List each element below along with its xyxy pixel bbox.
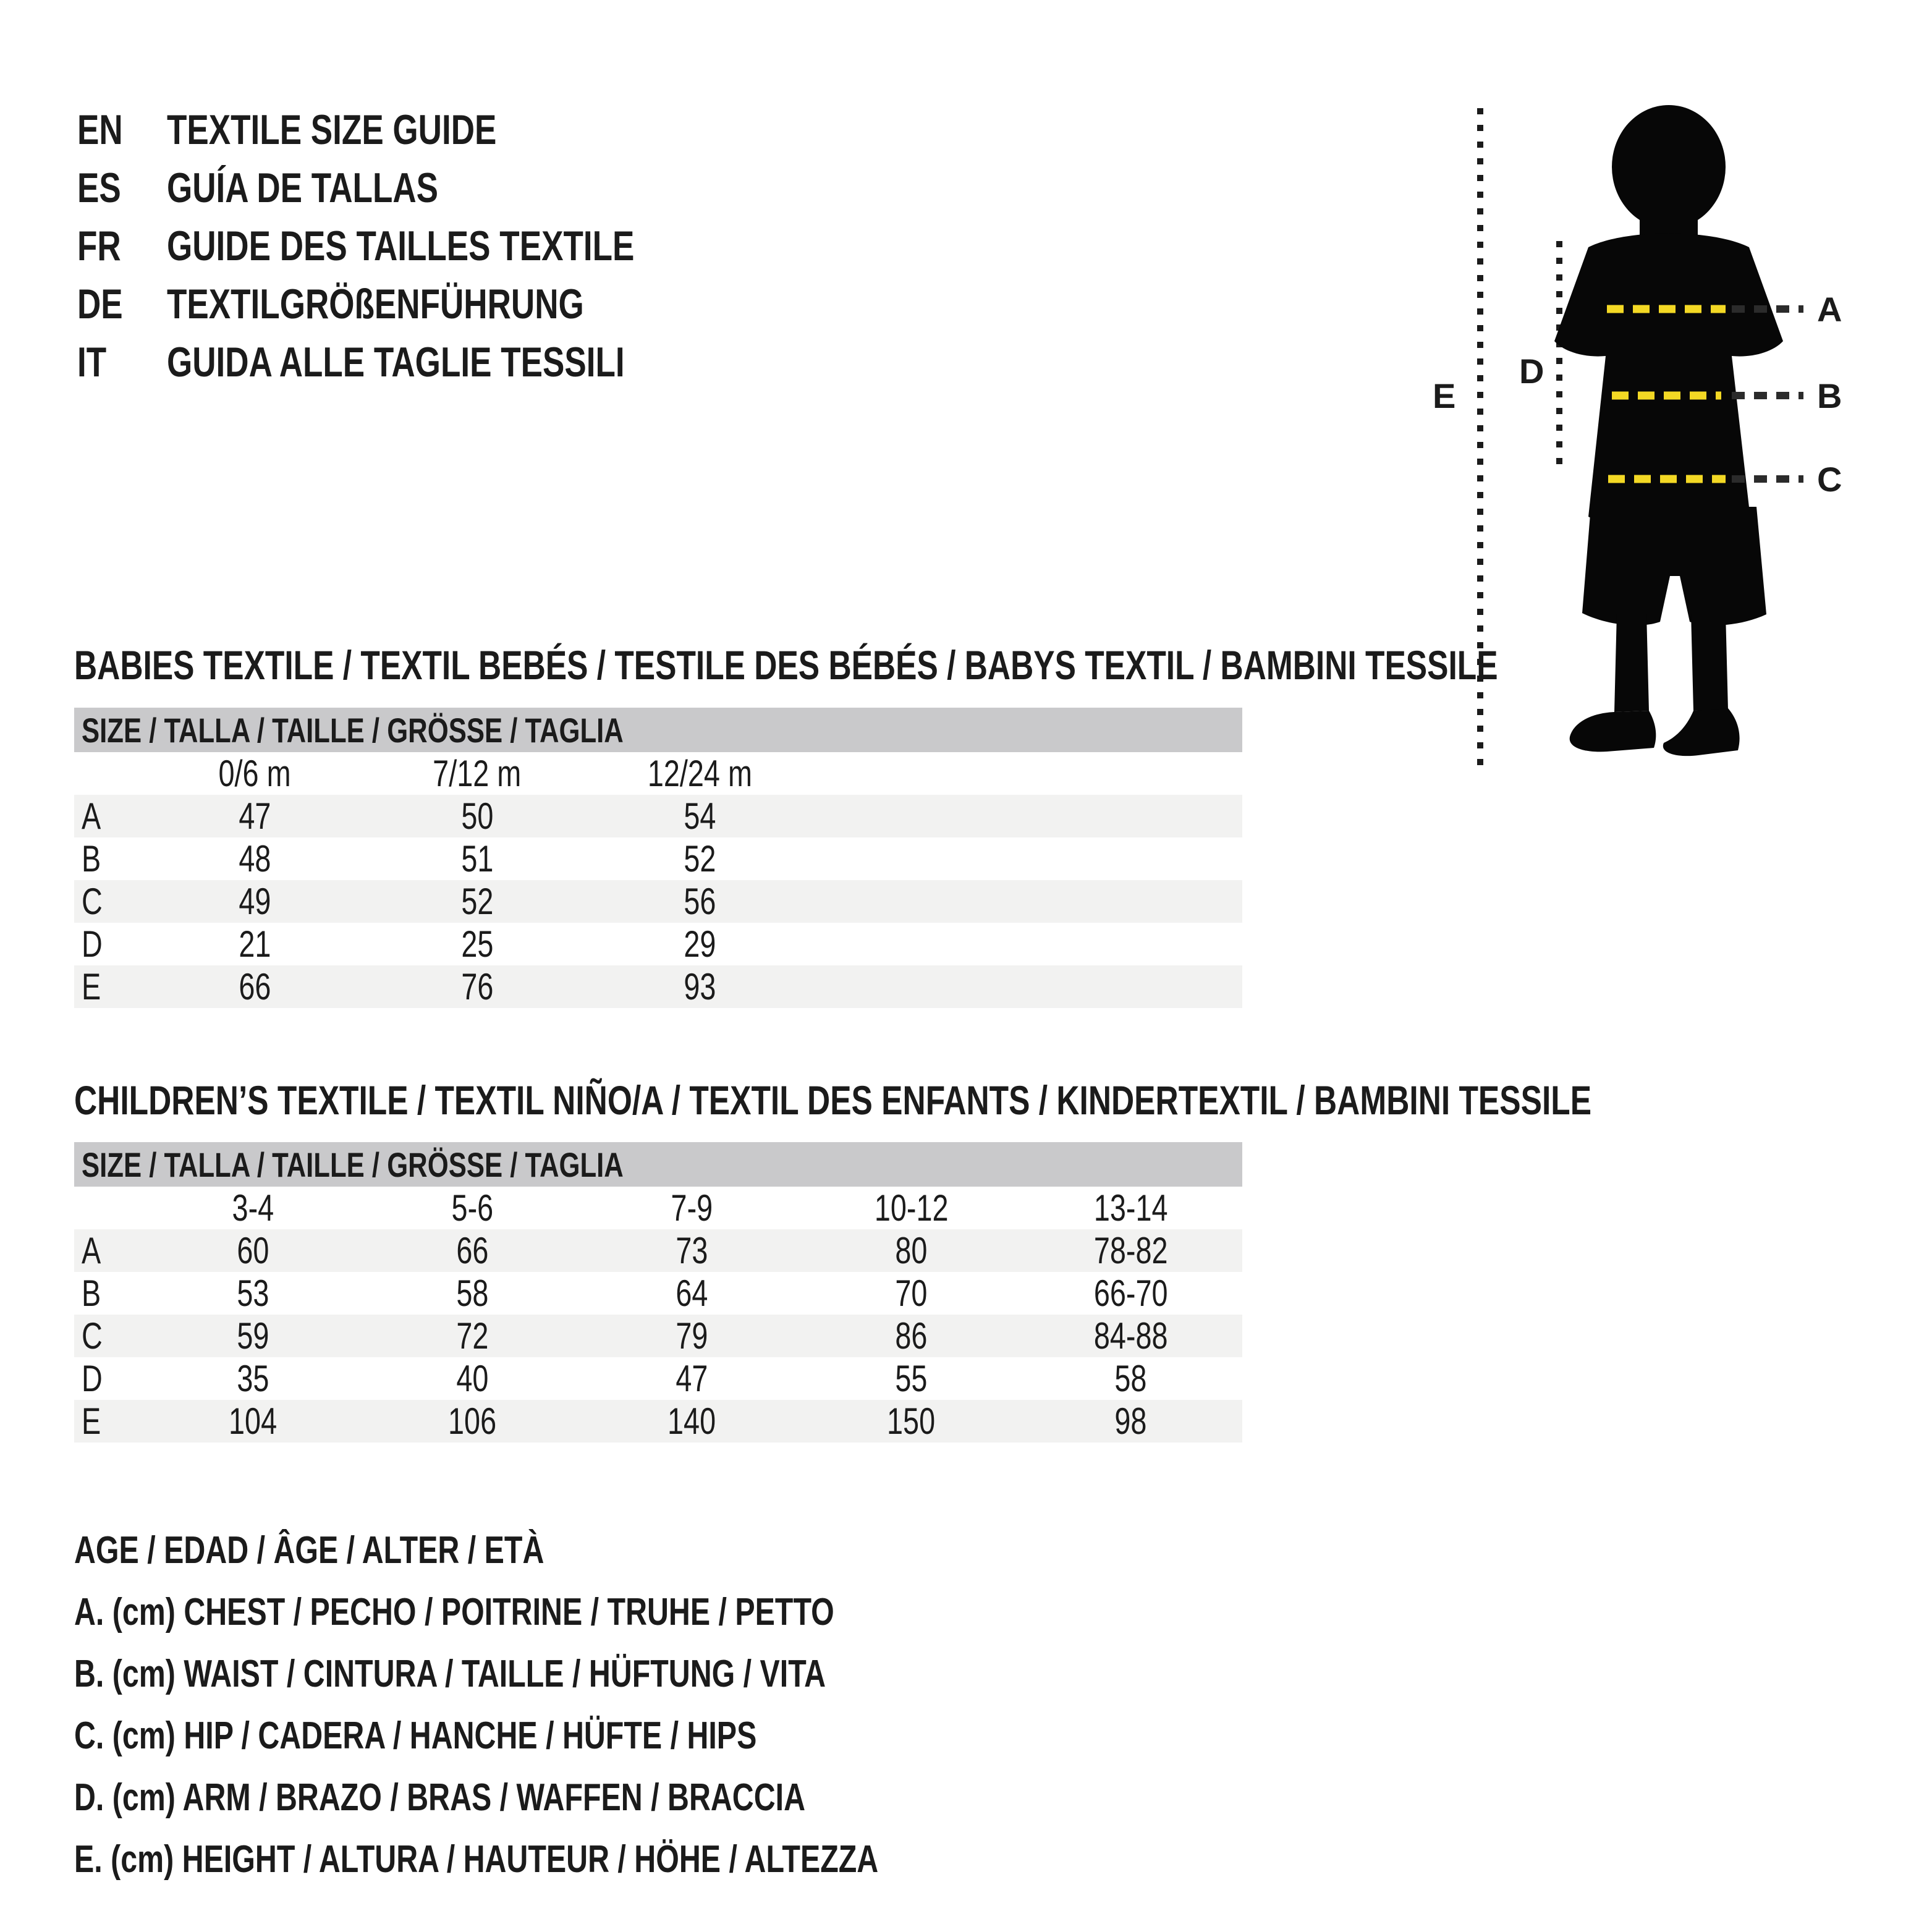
silhouette-shorts: [1582, 507, 1766, 625]
size-value-cell: 66: [456, 1230, 489, 1271]
size-value-cell: 54: [683, 795, 716, 837]
babies-section-title: BABIES TEXTILE / TEXTIL BEBÉS / TESTILE DES BÉBÉS / BABYS TEXTIL / BAMBINI TESSILE: [74, 642, 1498, 688]
babies-size-table: [74, 752, 1242, 1008]
language-row-de: [77, 275, 766, 333]
filler-cell: [1240, 1357, 1242, 1400]
size-value-cell: 25: [460, 923, 494, 965]
size-value-cell: 66-70: [1093, 1273, 1168, 1314]
size-value-cell: 72: [456, 1315, 489, 1357]
size-value-cell: 78-82: [1093, 1230, 1168, 1271]
language-row-es: [77, 159, 766, 217]
legend-row-chest: A. (cm) CHEST / PECHO / POITRINE / TRUHE / PETTO: [74, 1590, 834, 1633]
children-size-header-bar: [74, 1142, 1242, 1187]
row-label-cell: B: [82, 838, 101, 879]
size-value-cell: 140: [667, 1400, 716, 1442]
guide-title-fr: GUIDE DES TAILLES TEXTILE: [167, 222, 635, 269]
column-header-cell: 3-4: [232, 1187, 274, 1229]
size-value-cell: 35: [237, 1358, 269, 1399]
size-value-cell: 56: [683, 881, 716, 922]
filler-cell: [1240, 1272, 1242, 1315]
size-value-cell: 60: [237, 1230, 269, 1271]
column-header-cell: 12/24 m: [647, 753, 752, 794]
column-header-cell: 5-6: [451, 1187, 494, 1229]
size-value-cell: 55: [895, 1358, 928, 1399]
size-value-cell: 64: [676, 1273, 708, 1314]
column-header-cell: 13-14: [1093, 1187, 1168, 1229]
measure-label-a: A: [1817, 290, 1842, 329]
size-value-cell: 86: [895, 1315, 928, 1357]
legend-row-arm: D. (cm) ARM / BRAZO / BRAS / WAFFEN / BRACCIA: [74, 1776, 806, 1819]
size-value-cell: 84-88: [1093, 1315, 1168, 1357]
silhouette-shirt: [1554, 234, 1783, 533]
row-label-cell: B: [82, 1273, 101, 1314]
size-value-cell: 21: [238, 923, 271, 965]
size-value-cell: 76: [460, 966, 494, 1007]
row-label-cell: A: [82, 795, 101, 837]
measure-label-b: B: [1817, 376, 1842, 415]
size-header-label: SIZE / TALLA / TAILLE / GRÖSSE / TAGLIA: [82, 710, 624, 750]
size-value-cell: 47: [238, 795, 271, 837]
legend-row-height: E. (cm) HEIGHT / ALTURA / HAUTEUR / HÖHE / ALTEZZA: [74, 1837, 879, 1881]
size-value-cell: 58: [1114, 1358, 1147, 1399]
column-header-cell: 7-9: [671, 1187, 713, 1229]
row-label-cell: C: [82, 881, 103, 922]
size-value-cell: 49: [238, 881, 271, 922]
size-row-E: [74, 1400, 1242, 1443]
size-value-cell: 40: [456, 1358, 489, 1399]
language-code: FR: [77, 222, 121, 269]
size-value-cell: 150: [887, 1400, 936, 1442]
row-label-cell: D: [82, 1358, 103, 1399]
row-label-cell: A: [82, 1230, 101, 1271]
row-label-cell: E: [82, 1400, 101, 1442]
column-header-cell: 10-12: [874, 1187, 949, 1229]
filler-cell: [1240, 1229, 1242, 1272]
language-code: DE: [77, 281, 123, 328]
size-value-cell: 52: [683, 838, 716, 879]
column-header-cell: 7/12 m: [433, 753, 522, 794]
row-label-cell: D: [82, 923, 103, 965]
size-value-cell: 48: [238, 838, 271, 879]
measure-label-c: C: [1817, 460, 1842, 499]
guide-title-de: TEXTILGRÖßENFÜHRUNG: [167, 281, 584, 328]
size-row-A: [74, 795, 1242, 837]
filler-cell: [1240, 1400, 1242, 1443]
measure-label-e: E: [1433, 376, 1456, 415]
size-value-cell: 53: [237, 1273, 269, 1314]
silhouette-left-shoe: [1570, 711, 1656, 752]
babies-size-header-bar: [74, 708, 1242, 752]
measure-label-d: D: [1519, 352, 1544, 391]
filler-cell: [811, 880, 1242, 923]
column-header-cell: 0/6 m: [218, 753, 291, 794]
size-row-D: [74, 1357, 1242, 1400]
size-value-cell: 104: [229, 1400, 278, 1442]
size-value-cell: 80: [895, 1230, 928, 1271]
guide-title-en: TEXTILE SIZE GUIDE: [167, 106, 497, 153]
size-row-D: [74, 923, 1242, 965]
size-value-cell: 79: [676, 1315, 708, 1357]
babies-size-table-wrap: [74, 708, 1242, 1008]
legend-row-age: AGE / EDAD / ÂGE / ALTER / ETÀ: [74, 1528, 544, 1572]
language-code: ES: [77, 164, 121, 211]
size-value-cell: 98: [1114, 1400, 1147, 1442]
guide-title-es: GUÍA DE TALLAS: [167, 164, 439, 211]
silhouette-right-shoe: [1663, 708, 1740, 756]
measurement-legend: [74, 1519, 1105, 1890]
row-label-cell: [74, 1187, 143, 1229]
size-value-cell: 73: [676, 1230, 708, 1271]
size-value-cell: 52: [460, 881, 494, 922]
children-size-table: [74, 1187, 1242, 1443]
size-value-cell: 29: [683, 923, 716, 965]
language-code: IT: [77, 339, 107, 386]
size-value-cell: 51: [460, 838, 494, 879]
size-row-C: [74, 880, 1242, 923]
column-header-row: [74, 1187, 1242, 1229]
size-value-cell: 66: [238, 966, 271, 1007]
legend-row-waist: B. (cm) WAIST / CINTURA / TAILLE / HÜFTUNG / VITA: [74, 1652, 826, 1695]
filler-cell: [811, 965, 1242, 1008]
size-row-B: [74, 1272, 1242, 1315]
column-header-row: [74, 752, 1242, 795]
row-label-cell: [74, 752, 143, 795]
size-value-cell: 59: [237, 1315, 269, 1357]
language-code: EN: [77, 106, 123, 153]
size-row-E: [74, 965, 1242, 1008]
size-header-label: SIZE / TALLA / TAILLE / GRÖSSE / TAGLIA: [82, 1145, 624, 1184]
size-row-B: [74, 837, 1242, 880]
filler-cell: [811, 923, 1242, 965]
filler-cell: [1240, 1315, 1242, 1357]
language-row-it: [77, 333, 766, 391]
row-label-cell: C: [82, 1315, 103, 1357]
size-value-cell: 47: [676, 1358, 708, 1399]
language-row-en: [77, 101, 766, 159]
size-row-C: [74, 1315, 1242, 1357]
guide-title-it: GUIDA ALLE TAGLIE TESSILI: [167, 339, 625, 386]
language-row-fr: [77, 217, 766, 275]
size-value-cell: 58: [456, 1273, 489, 1314]
filler-cell: [811, 795, 1242, 837]
size-value-cell: 70: [895, 1273, 928, 1314]
size-value-cell: 106: [448, 1400, 497, 1442]
size-row-A: [74, 1229, 1242, 1272]
filler-cell: [811, 752, 1242, 795]
size-value-cell: 50: [460, 795, 494, 837]
row-label-cell: E: [82, 966, 101, 1007]
children-size-table-wrap: [74, 1142, 1242, 1443]
filler-cell: [1240, 1187, 1242, 1229]
size-value-cell: 93: [683, 966, 716, 1007]
children-section-title: CHILDREN’S TEXTILE / TEXTIL NIÑO/A / TEXTIL DES ENFANTS / KINDERTEXTIL / BAMBINI TESSILE: [74, 1077, 1592, 1123]
language-title-list: [77, 101, 766, 391]
filler-cell: [811, 837, 1242, 880]
legend-row-hip: C. (cm) HIP / CADERA / HANCHE / HÜFTE / HIPS: [74, 1714, 757, 1757]
